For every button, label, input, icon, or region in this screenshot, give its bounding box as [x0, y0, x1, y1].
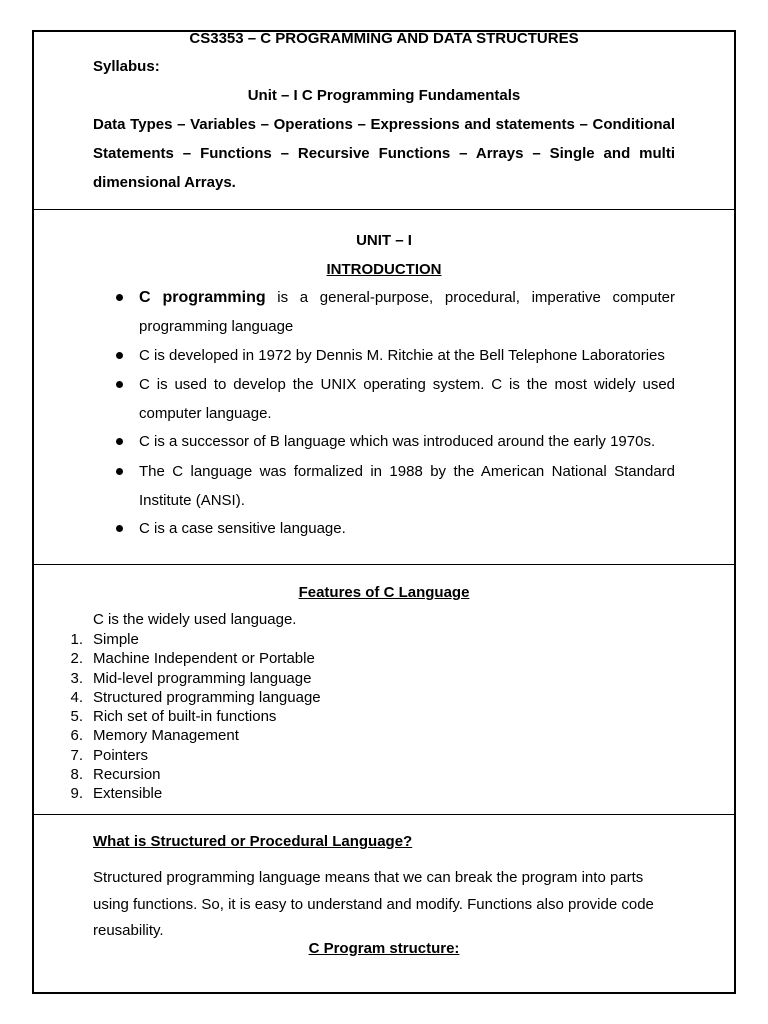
bullet-item-1-line-1 [139, 288, 675, 308]
list-number: 9. [70, 785, 83, 802]
bullet-dot [116, 381, 123, 388]
section-divider [34, 814, 734, 815]
features-heading: Features of C Language [298, 584, 470, 601]
list-number: 3. [70, 670, 83, 687]
feature-item: Mid-level programming language [93, 670, 312, 687]
bullet-dot [116, 294, 123, 301]
structured-line-1: Structured programming language means that we can break the program into parts [93, 869, 644, 886]
feature-item: Memory Management [93, 727, 239, 744]
bullet-dot [116, 352, 123, 359]
feature-item: Simple [93, 631, 139, 648]
topics-line-3: dimensional Arrays. [93, 174, 236, 191]
feature-item: Extensible [93, 785, 163, 802]
bullet-item-3-line-2: computer language. [139, 405, 272, 422]
list-number: 5. [70, 708, 83, 725]
bullet-item-1-bold: C programming [139, 289, 266, 306]
feature-item: Structured programming language [93, 689, 321, 706]
feature-item: Recursion [93, 766, 161, 783]
topics-line-2: Statements – Functions – Recursive Functions – Arrays – Single and multi [93, 145, 675, 162]
bullet-item-4: C is a successor of B language which was introduced around the early 1970s. [139, 433, 656, 450]
section-divider [34, 564, 734, 565]
bullet-item-1-line-2: programming language [139, 318, 294, 335]
unit-label: UNIT – I [356, 232, 412, 249]
list-number: 2. [70, 650, 83, 667]
introduction-heading: INTRODUCTION [326, 261, 442, 278]
feature-item: Machine Independent or Portable [93, 650, 315, 667]
list-number: 8. [70, 766, 83, 783]
topics-line-1: Data Types – Variables – Operations – Expressions and statements – Conditional [93, 116, 675, 133]
bullet-item-3-line-1: C is used to develop the UNIX operating system. C is the most widely used [139, 376, 675, 393]
syllabus-label: Syllabus: [93, 58, 160, 75]
bullet-dot [116, 438, 123, 445]
bullet-dot [116, 525, 123, 532]
list-number: 7. [70, 747, 83, 764]
unit-heading: Unit – I C Programming Fundamentals [247, 87, 521, 104]
bullet-item-5-line-1: The C language was formalized in 1988 by the American National Standard [139, 463, 675, 480]
list-number: 1. [70, 631, 83, 648]
bullet-item-6: C is a case sensitive language. [139, 520, 346, 537]
course-title: CS3353 – C PROGRAMMING AND DATA STRUCTURES [189, 30, 579, 47]
feature-item: Pointers [93, 747, 149, 764]
bullet-item-5-line-2: Institute (ANSI). [139, 492, 245, 509]
structured-line-3: reusability. [93, 922, 164, 939]
section-divider [34, 209, 734, 210]
bullet-item-2: C is developed in 1972 by Dennis M. Ritchie at the Bell Telephone Laboratories [139, 347, 665, 364]
structured-line-2: using functions. So, it is easy to understand and modify. Functions also provide code [93, 896, 654, 913]
structured-heading: What is Structured or Procedural Language? [93, 833, 413, 850]
list-number: 6. [70, 727, 83, 744]
program-structure-heading: C Program structure: [308, 940, 460, 957]
bullet-dot [116, 468, 123, 475]
features-intro: C is the widely used language. [93, 611, 297, 628]
list-number: 4. [70, 689, 83, 706]
feature-item: Rich set of built-in functions [93, 708, 277, 725]
document-frame [32, 30, 736, 994]
bullet-item-1-text: is a general-purpose, procedural, imperative computer [265, 289, 675, 306]
